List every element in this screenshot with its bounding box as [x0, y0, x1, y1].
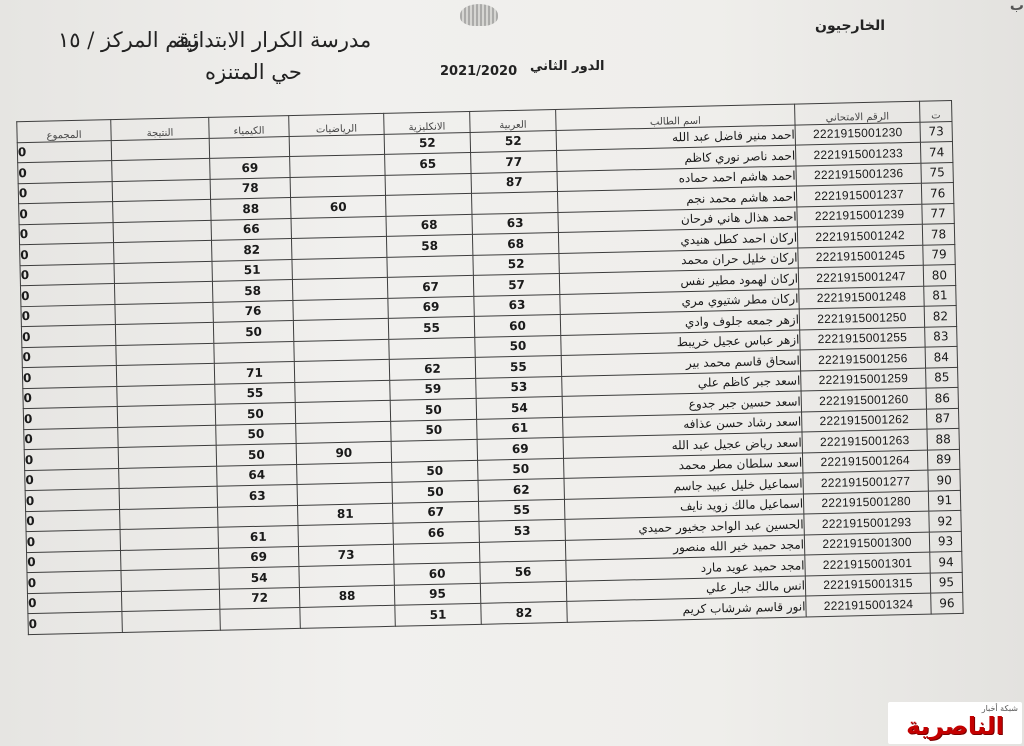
col-chemistry-header: الكيمياء	[209, 116, 289, 138]
col-math-header: الرياضيات	[289, 113, 384, 136]
cell-seq: 76	[921, 182, 953, 203]
cell-result	[114, 261, 212, 284]
cell-name: امجد حميد عويد مارد	[566, 555, 805, 581]
cell-result	[115, 302, 213, 325]
cell-arabic	[471, 191, 557, 213]
cell-english	[393, 542, 479, 564]
cell-math	[295, 400, 390, 423]
cell-seq: 91	[928, 490, 960, 511]
cell-arabic	[479, 540, 565, 562]
cell-math: 90	[296, 441, 391, 464]
cell-seq: 73	[920, 121, 952, 142]
cell-seq: 85	[926, 367, 958, 388]
cell-math	[291, 216, 386, 239]
exam-round: الدور الثاني	[530, 59, 605, 74]
cell-exam-no: 2221915001259	[801, 368, 926, 391]
cell-arabic: 55	[478, 499, 564, 521]
cell-exam-no: 2221915001315	[805, 573, 930, 596]
cell-name: امجد حميد خير الله منصور	[565, 534, 804, 560]
cell-chemistry: 50	[216, 423, 296, 445]
cell-arabic: 50	[475, 335, 561, 357]
cell-result	[121, 589, 219, 612]
cell-seq: 96	[931, 592, 963, 613]
col-arabic-header: العربية	[470, 109, 556, 131]
cell-math	[296, 421, 391, 444]
cell-math	[294, 339, 389, 362]
cell-total: 0	[20, 284, 114, 307]
cell-result	[112, 179, 210, 202]
cell-arabic: 57	[473, 273, 559, 295]
cell-chemistry: 66	[211, 218, 291, 240]
cell-seq: 79	[923, 244, 955, 265]
cell-math	[290, 154, 385, 177]
cell-arabic: 82	[481, 601, 567, 623]
cell-total: 0	[25, 488, 119, 511]
cell-name: اسماعيل خليل عبيد جاسم	[564, 473, 803, 499]
cell-arabic: 68	[472, 232, 558, 254]
cell-exam-no: 2221915001260	[801, 388, 926, 411]
cell-total: 0	[22, 345, 116, 368]
cell-total: 0	[25, 468, 119, 491]
logo-small-text: شبكة أخبار	[981, 704, 1018, 713]
cell-chemistry: 50	[215, 402, 295, 424]
cell-result	[116, 363, 214, 386]
cell-total: 0	[24, 427, 118, 450]
cell-name: اسعد رياض عجيل عبد الله	[563, 432, 802, 458]
cell-seq: 75	[921, 162, 953, 183]
cell-arabic: 69	[477, 437, 563, 459]
cell-result	[112, 158, 210, 181]
cell-english: 69	[388, 296, 474, 318]
cell-english: 67	[392, 501, 478, 523]
cell-total: 0	[23, 386, 117, 409]
cell-exam-no: 2221915001236	[796, 163, 921, 186]
cell-math	[293, 318, 388, 341]
cell-name: اسحاق قاسم محمد بير	[561, 350, 800, 376]
cell-total: 0	[24, 448, 118, 471]
cell-english: 65	[385, 152, 471, 174]
cell-total: 0	[27, 591, 121, 614]
col-name-header: اسم الطالب	[556, 104, 795, 130]
cell-name: انور قاسم شرشاب كريم	[567, 596, 806, 622]
logo-main-text: الناصرية	[906, 712, 1004, 740]
cell-chemistry	[214, 341, 294, 363]
cell-english: 66	[393, 521, 479, 543]
cell-chemistry: 61	[218, 525, 298, 547]
cell-exam-no: 2221915001293	[804, 511, 929, 534]
cell-arabic: 54	[476, 396, 562, 418]
cell-total: 0	[27, 550, 121, 573]
cell-exam-no: 2221915001262	[802, 409, 927, 432]
cell-english	[387, 255, 473, 277]
cell-english: 58	[386, 234, 472, 256]
cell-name: احمد هاشم محمد نجم	[557, 186, 796, 212]
cell-arabic	[480, 581, 566, 603]
cell-arabic: 61	[477, 417, 563, 439]
cell-english: 59	[390, 378, 476, 400]
cell-name: احمد هذال هاني فرحان	[558, 207, 797, 233]
cell-exam-no: 2221915001324	[806, 593, 931, 616]
cell-name: اسعد حسين جبر جدوع	[562, 391, 801, 417]
cell-total: 0	[19, 202, 113, 225]
cell-result	[116, 343, 214, 366]
school-name: مدرسة الكرار الابتدائية	[175, 28, 372, 52]
cell-arabic: 77	[471, 150, 557, 172]
cell-result	[114, 281, 212, 304]
cell-chemistry: 64	[217, 464, 297, 486]
cell-arabic: 52	[470, 130, 556, 152]
cell-seq: 74	[920, 142, 952, 163]
col-total-header: المجموع	[17, 120, 111, 143]
cell-seq: 94	[930, 551, 962, 572]
cell-chemistry: 58	[212, 280, 292, 302]
academic-year: 2021/2020	[440, 64, 518, 79]
cell-math: 73	[298, 544, 393, 567]
cell-arabic: 53	[476, 376, 562, 398]
cell-chemistry: 76	[213, 300, 293, 322]
cell-exam-no: 2221915001264	[802, 450, 927, 473]
cell-chemistry: 82	[211, 239, 291, 261]
cell-total: 0	[20, 243, 114, 266]
cell-total: 0	[18, 181, 112, 204]
cell-total: 0	[21, 304, 115, 327]
cell-chemistry: 71	[214, 361, 294, 383]
cell-total: 0	[23, 407, 117, 430]
cell-name: احمد منير فاضل عبد الله	[556, 125, 795, 151]
cell-total: 0	[22, 366, 116, 389]
cell-exam-no: 2221915001301	[805, 552, 930, 575]
cell-total: 0	[18, 161, 112, 184]
cell-english: 55	[388, 316, 474, 338]
cell-name: اسماعيل مالك زويد نايف	[564, 493, 803, 519]
cell-name: اسعد رشاد حسن عذافه	[563, 411, 802, 437]
cell-result	[114, 240, 212, 263]
cell-result	[120, 527, 218, 550]
cell-math	[300, 605, 395, 628]
cell-english: 67	[387, 275, 473, 297]
cell-chemistry: 78	[210, 177, 290, 199]
cell-chemistry: 63	[217, 484, 297, 506]
cell-math: 60	[291, 195, 386, 218]
cell-arabic: 60	[474, 314, 560, 336]
cell-result	[122, 609, 220, 632]
cell-math	[290, 175, 385, 198]
cell-seq: 82	[924, 305, 956, 326]
cell-chemistry: 54	[219, 566, 299, 588]
cell-seq: 93	[929, 531, 961, 552]
cell-chemistry: 50	[213, 321, 293, 343]
cell-chemistry	[218, 505, 298, 527]
cell-math	[292, 277, 387, 300]
cell-chemistry: 72	[219, 587, 299, 609]
cell-seq: 81	[924, 285, 956, 306]
cell-name: الحسين عبد الواحد جخيور حميدي	[565, 514, 804, 540]
cell-result	[120, 548, 218, 571]
cell-result	[113, 220, 211, 243]
cell-name: ازهر جمعه جلوف وادي	[560, 309, 799, 335]
cell-result	[120, 507, 218, 530]
cell-seq: 86	[926, 387, 958, 408]
cell-name: انس مالك جبار علي	[566, 575, 805, 601]
cell-chemistry	[220, 607, 300, 629]
cell-name: اركان مطر شتيوي مري	[560, 289, 799, 315]
cell-chemistry: 50	[216, 443, 296, 465]
cell-name: اسعد جبر كاظم علي	[562, 371, 801, 397]
cell-exam-no: 2221915001250	[799, 306, 924, 329]
cell-total: 0	[17, 140, 111, 163]
cell-seq: 84	[925, 346, 957, 367]
cell-total: 0	[26, 529, 120, 552]
cell-english: 51	[395, 603, 481, 625]
col-exam-no-header: الرقم الامتحاني	[795, 101, 920, 124]
cell-total: 0	[26, 509, 120, 532]
cell-exam-no: 2221915001277	[803, 470, 928, 493]
cell-arabic: 62	[478, 478, 564, 500]
col-result-header: النتيجة	[111, 117, 209, 140]
cell-exam-no: 2221915001247	[798, 265, 923, 288]
cell-english: 50	[392, 480, 478, 502]
cell-english	[391, 439, 477, 461]
cell-seq: 89	[927, 449, 959, 470]
cell-english	[386, 193, 472, 215]
cell-exam-no: 2221915001233	[795, 142, 920, 165]
cell-result	[113, 199, 211, 222]
cell-result	[117, 404, 215, 427]
cell-english: 95	[394, 583, 480, 605]
cell-name: ازهر عباس عجيل خريبط	[561, 330, 800, 356]
cell-seq: 90	[928, 469, 960, 490]
cell-arabic: 56	[480, 560, 566, 582]
cell-math	[298, 523, 393, 546]
cell-name: احمد ناصر نوري كاظم	[557, 145, 796, 171]
cell-result	[119, 466, 217, 489]
news-logo	[888, 702, 1022, 744]
cell-chemistry: 51	[212, 259, 292, 281]
cell-arabic: 87	[471, 171, 557, 193]
cell-name: اركان احمد كطل هنيدي	[558, 227, 797, 253]
cell-exam-no: 2221915001230	[795, 122, 920, 145]
cell-arabic: 53	[479, 519, 565, 541]
cell-english: 50	[392, 460, 478, 482]
cell-math	[295, 380, 390, 403]
cell-arabic: 55	[475, 355, 561, 377]
cell-english	[385, 173, 471, 195]
cell-arabic: 52	[473, 253, 559, 275]
cell-seq: 78	[922, 223, 954, 244]
cell-english: 52	[384, 132, 470, 154]
cell-exam-no: 2221915001242	[797, 224, 922, 247]
cell-english: 60	[394, 562, 480, 584]
cell-name: اركان لهمود مطير نفس	[559, 268, 798, 294]
externals-label: الخارجيون	[815, 18, 885, 34]
cell-math	[294, 359, 389, 382]
cell-chemistry: 69	[210, 157, 290, 179]
cell-result	[118, 425, 216, 448]
cell-math	[292, 257, 387, 280]
cell-english: 50	[391, 419, 477, 441]
cell-exam-no: 2221915001255	[800, 327, 925, 350]
cell-arabic: 63	[472, 212, 558, 234]
cell-seq: 92	[929, 510, 961, 531]
cell-exam-no: 2221915001300	[804, 532, 929, 555]
cell-result	[118, 445, 216, 468]
cell-exam-no: 2221915001248	[799, 286, 924, 309]
corner-mark: ب	[1009, 0, 1024, 14]
cell-math	[297, 462, 392, 485]
cell-math: 88	[299, 585, 394, 608]
cell-result	[121, 568, 219, 591]
cell-name: اسعد سلطان مطر محمد	[564, 452, 803, 478]
emblem-icon	[460, 4, 498, 26]
cell-math	[297, 482, 392, 505]
cell-math	[291, 236, 386, 259]
cell-math	[293, 298, 388, 321]
col-english-header: الانكليزية	[384, 111, 470, 133]
col-seq-header: ت	[920, 101, 952, 122]
cell-math	[299, 564, 394, 587]
cell-math: 81	[298, 503, 393, 526]
cell-chemistry: 69	[218, 546, 298, 568]
cell-exam-no: 2221915001237	[796, 183, 921, 206]
cell-arabic: 63	[474, 294, 560, 316]
cell-english	[389, 337, 475, 359]
cell-name: احمد هاشم احمد حماده	[557, 166, 796, 192]
center-number: رقم المركز / ١٥	[58, 28, 200, 52]
cell-chemistry: 55	[215, 382, 295, 404]
cell-exam-no: 2221915001256	[800, 347, 925, 370]
cell-seq: 80	[923, 264, 955, 285]
cell-total: 0	[27, 570, 121, 593]
cell-seq: 87	[926, 408, 958, 429]
cell-exam-no: 2221915001239	[797, 204, 922, 227]
district-name: حي المتنزه	[205, 60, 302, 84]
cell-arabic: 50	[478, 458, 564, 480]
cell-chemistry: 88	[211, 198, 291, 220]
cell-english: 62	[389, 357, 475, 379]
cell-total: 0	[28, 611, 122, 634]
cell-seq: 83	[925, 326, 957, 347]
cell-seq: 95	[930, 572, 962, 593]
cell-result	[115, 322, 213, 345]
cell-math	[289, 134, 384, 157]
cell-total: 0	[20, 263, 114, 286]
cell-name: اركان خليل حران محمد	[559, 248, 798, 274]
cell-total: 0	[19, 222, 113, 245]
cell-english: 50	[390, 398, 476, 420]
cell-exam-no: 2221915001245	[798, 245, 923, 268]
cell-exam-no: 2221915001263	[802, 429, 927, 452]
cell-chemistry	[209, 136, 289, 158]
cell-english: 68	[386, 214, 472, 236]
cell-result	[117, 384, 215, 407]
cell-total: 0	[21, 325, 115, 348]
cell-result	[119, 486, 217, 509]
cell-result	[111, 138, 209, 161]
cell-seq: 77	[922, 203, 954, 224]
results-table	[16, 100, 963, 635]
cell-seq: 88	[927, 428, 959, 449]
cell-exam-no: 2221915001280	[803, 491, 928, 514]
